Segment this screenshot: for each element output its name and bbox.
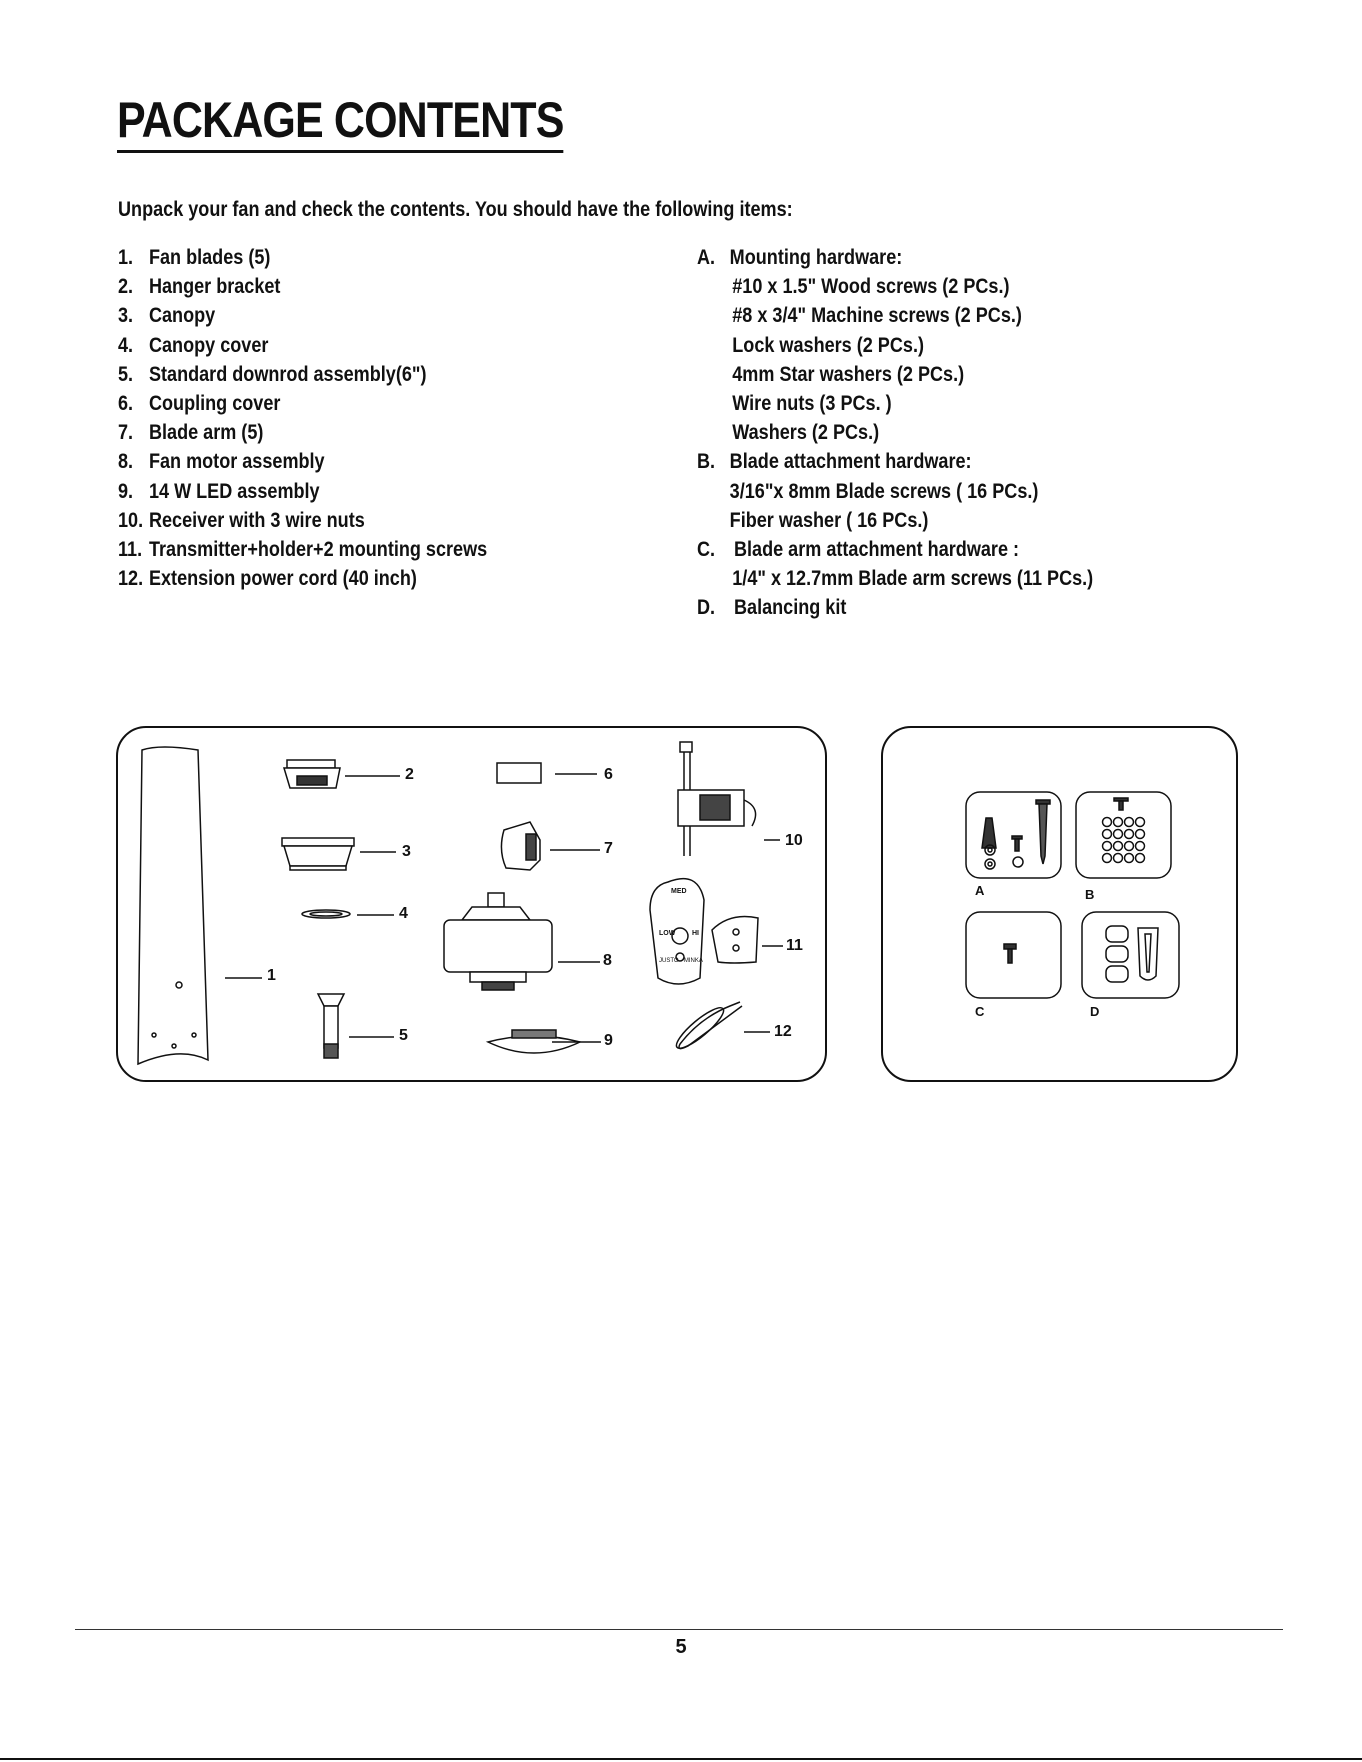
item-label: Coupling cover	[148, 391, 281, 415]
item-label: Extension power cord (40 inch)	[148, 567, 417, 591]
callout-11: 11	[786, 937, 803, 954]
item-label: Blade arm (5)	[148, 421, 264, 445]
callout-6: 6	[604, 766, 613, 783]
item-label: Canopy cover	[148, 333, 269, 357]
item-label: 14 W LED assembly	[148, 479, 320, 503]
remote-low-label: LOW	[659, 930, 676, 937]
callout-9: 9	[604, 1032, 613, 1049]
callout-8: 8	[603, 952, 612, 969]
callout-7: 7	[604, 840, 613, 857]
item-number: 4.	[118, 333, 134, 357]
item-letter: A.	[697, 246, 716, 269]
item-label: Hanger bracket	[148, 275, 281, 299]
item-letter: C.	[697, 537, 716, 561]
item-label: Transmitter+holder+2 mounting screws	[148, 537, 488, 561]
hardware-box-d	[1082, 912, 1179, 998]
list-item: Lock washers (2 PCs.)	[732, 333, 924, 357]
item-number: 7.	[118, 421, 134, 445]
page-bottom-edge	[0, 1758, 1362, 1760]
item-label: Canopy	[148, 304, 216, 328]
intro-text: Unpack your fan and check the contents. You should have the following items:	[118, 198, 793, 221]
hardware-label-a: A	[975, 883, 985, 898]
remote-med-label: MED	[671, 888, 687, 895]
item-title: Balancing kit	[733, 596, 847, 620]
page-title: PACKAGE CONTENTS	[117, 92, 564, 153]
item-number: 2.	[118, 275, 134, 299]
item-number: 8.	[118, 450, 134, 474]
page-number: 5	[675, 1636, 687, 1658]
callout-12: 12	[774, 1023, 792, 1040]
item-letter: B.	[697, 450, 716, 474]
item-label: Receiver with 3 wire nuts	[148, 508, 365, 532]
item-title: Blade arm attachment hardware :	[733, 537, 1020, 561]
callout-10: 10	[785, 832, 803, 849]
item-number: 9.	[118, 479, 134, 503]
hardware-label-d: D	[1090, 1004, 1100, 1019]
item-label: Fan blades (5)	[148, 246, 271, 269]
callout-3: 3	[402, 843, 411, 860]
item-number: 10.	[118, 508, 144, 532]
item-number: 5.	[118, 362, 134, 386]
item-label: Standard downrod assembly(6")	[148, 362, 427, 386]
item-title: Blade attachment hardware:	[729, 450, 972, 474]
remote-brand-label: JUSTO · MINKA	[659, 958, 703, 964]
list-item: Washers (2 PCs.)	[732, 421, 880, 445]
footer-divider	[75, 1629, 1283, 1630]
item-number: 3.	[118, 304, 134, 328]
callout-5: 5	[399, 1027, 408, 1044]
item-letter: D.	[697, 596, 716, 620]
hardware-box-c	[966, 912, 1061, 998]
callout-4: 4	[399, 905, 408, 922]
list-item: 1/4" x 12.7mm Blade arm screws (11 PCs.)	[732, 567, 1094, 591]
hardware-label-c: C	[975, 1004, 985, 1019]
list-item: #8 x 3/4" Machine screws (2 PCs.)	[732, 304, 1022, 328]
list-item: Fiber washer ( 16 PCs.)	[729, 508, 929, 532]
list-item: #10 x 1.5" Wood screws (2 PCs.)	[732, 275, 1010, 299]
hardware-label-b: B	[1085, 887, 1095, 902]
item-label: Fan motor assembly	[148, 450, 325, 474]
item-number: 11.	[118, 537, 143, 561]
list-item: 4mm Star washers (2 PCs.)	[732, 362, 965, 386]
callout-1: 1	[267, 967, 276, 984]
list-item: 3/16"x 8mm Blade screws ( 16 PCs.)	[729, 479, 1039, 503]
list-item: Wire nuts (3 PCs. )	[732, 391, 892, 415]
item-number: 6.	[118, 391, 134, 415]
remote-hi-label: HI	[692, 930, 699, 937]
item-number: 12.	[118, 567, 144, 591]
item-number: 1.	[118, 246, 134, 269]
callout-2: 2	[405, 766, 414, 783]
item-title: Mounting hardware:	[729, 246, 903, 269]
